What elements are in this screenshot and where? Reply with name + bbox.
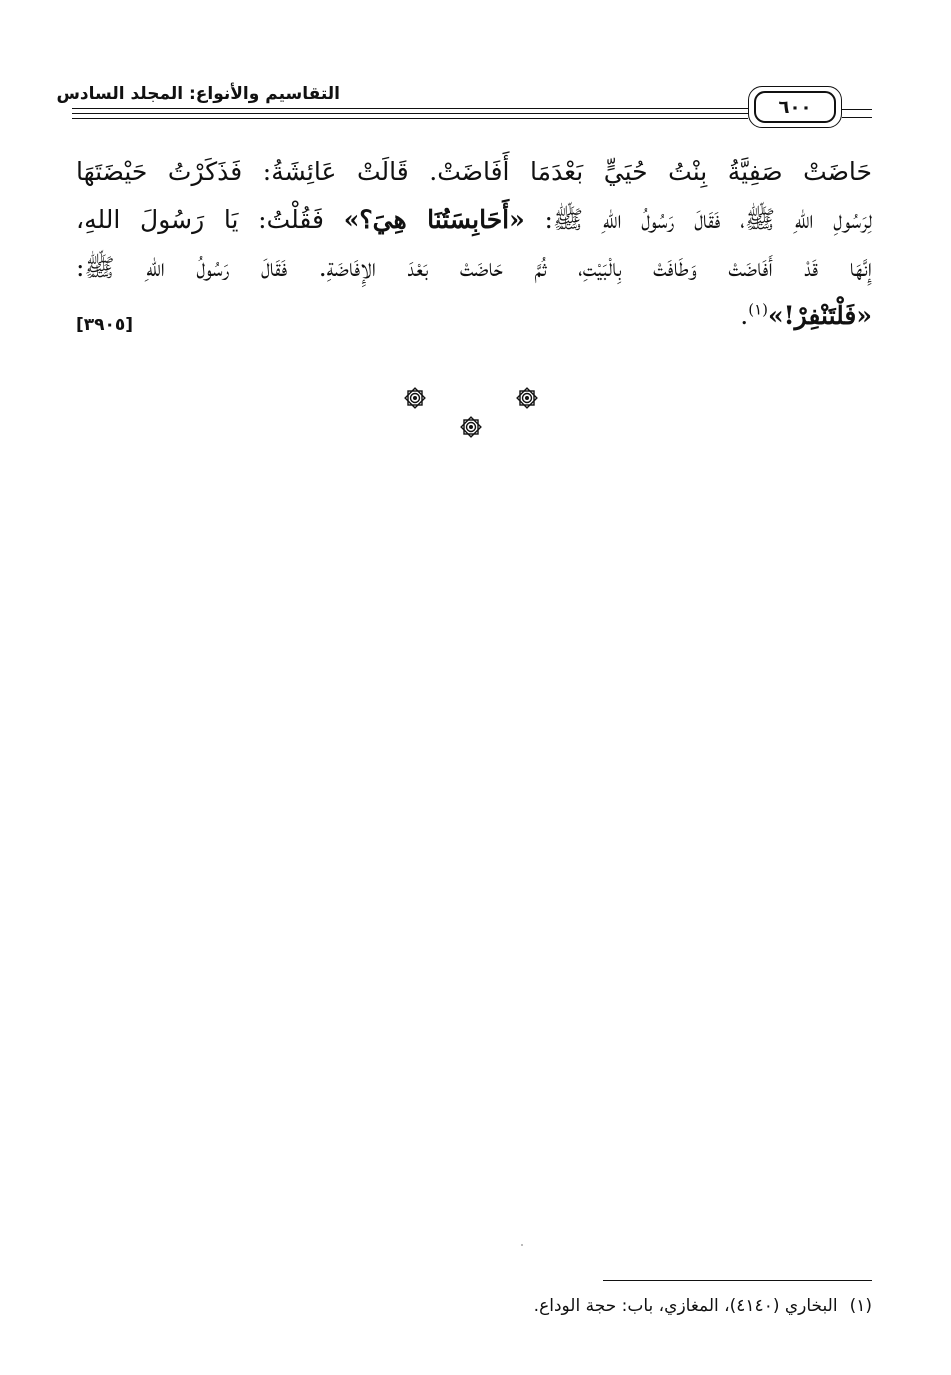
header-side-rule (842, 109, 872, 110)
print-speck (521, 1244, 523, 1246)
flower-ornament-icon (402, 385, 428, 411)
footnote-text: البخاري (٤١٤٠)، المغازي، باب: حجة الوداع. (533, 1296, 838, 1316)
text-line-1 (76, 148, 872, 196)
flower-ornament-icon (402, 385, 428, 411)
text-segment: فَقُلْتُ: يَا رَسُولَ اللهِ، (76, 205, 344, 234)
text-line-4 (76, 292, 872, 340)
header-rule (72, 118, 748, 119)
text-line-2 (76, 196, 872, 244)
flower-ornament-icon (458, 414, 484, 440)
running-title: التقاسيم والأنواع: المجلد السادس (56, 84, 340, 104)
footnote-reference[interactable]: (١) (748, 300, 769, 319)
hadith-number: [٣٩٠٥] (76, 315, 134, 335)
prophet-quote: «أَحَابِسَتُنَا هِيَ؟» (343, 205, 525, 234)
footnote-marker: (١) (849, 1296, 872, 1316)
page-number-frame (748, 86, 842, 128)
flower-ornament-icon (514, 385, 540, 411)
header-rule (72, 108, 748, 109)
hadith-text (76, 148, 872, 340)
text-segment: لِرَسُولِ اللهِ ﷺ، فَقَالَ رَسُولُ اللهِ ﷺ: (524, 205, 872, 234)
text-segment: إِنَّهَا قَدْ أَفَاضَتْ وَطَافَتْ بِالْبَيْتِ، ثُمَّ حَاضَتْ بَعْدَ الإِفَاضَةِ. فَقَالَ رَسُولُ اللهِ ﷺ: (76, 253, 872, 282)
prophet-quote: «فَلْتَنْفِرْ!» (768, 301, 872, 330)
footnote-separator (603, 1280, 872, 1281)
flower-ornament-icon (514, 385, 540, 411)
footnote (300, 1293, 872, 1319)
text-segment: حَاضَتْ صَفِيَّةُ بِنْتُ حُيَيٍّ بَعْدَمَا أَفَاضَتْ. قَالَتْ عَائِشَةُ: فَذَكَرْتُ حَيْضَتَهَا (76, 157, 872, 186)
sentence-end: . (740, 301, 749, 330)
page-number: ٦٠٠ (754, 91, 836, 123)
flower-ornament-icon (458, 414, 484, 440)
header-rule (72, 113, 748, 114)
text-line-3 (76, 244, 872, 292)
header-side-rule (842, 117, 872, 118)
